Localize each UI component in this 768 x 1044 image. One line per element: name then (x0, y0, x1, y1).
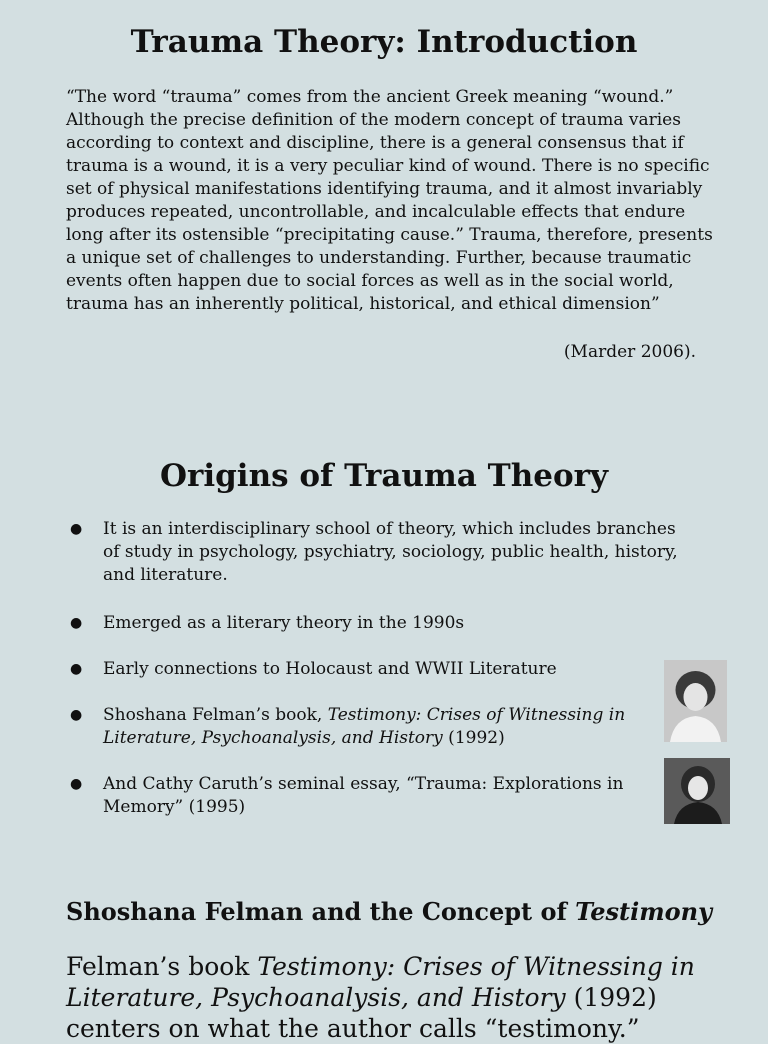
page-title: Trauma Theory: Introduction (130, 24, 638, 60)
bullet-icon: ● (70, 707, 83, 723)
section-title-felman-italic: Testimony (575, 897, 713, 926)
bullet-text: And Cathy Caruth’s seminal essay, “Trauma: Explorations in Memory” (1995) (103, 774, 624, 817)
caruth-portrait-image (664, 758, 730, 824)
bullet-icon: ● (70, 615, 83, 631)
bullet-icon: ● (70, 661, 83, 677)
section-title-felman-prefix: Shoshana Felman and the Concept of (66, 897, 576, 926)
bullet-text: Emerged as a literary theory in the 1990s (103, 613, 465, 633)
intro-quote: “The word “trauma” comes from the ancient Greek meaning “wound.” Although the precise definition of the modern concept of trauma varies according to context and discipline, there is a general consensus that if trauma is a wound, it is a very peculiar kind of wound. There is no specific set of physical manifestations identifying trauma, and it almost invariably produces repeated, uncontrollable, and incalculable effects that endure long after its ostensible “precipitating cause.” Trauma, therefore, presents a unique set of challenges to understanding. Further, because traumatic events often happen due to social forces as well as in the social world, trauma has an inherently political, historical, and ethical dimension” (66, 87, 713, 314)
felman-portrait-image (664, 660, 727, 742)
section-title-origins: Origins of Trauma Theory (160, 458, 608, 494)
bullet-text-prefix: Shoshana Felman’s book, (103, 705, 328, 725)
felman-book-title: Testimony: Crises of Witnessing in Literature, Psychoanalysis, and History (66, 952, 695, 1012)
bullet-text: It is an interdisciplinary school of theory, which includes branches of study in psychology, psychiatry, sociology, public health, history, and literature. (103, 519, 678, 585)
felman-paragraph-suffix: (1992) centers on what the author calls “testimony.” (66, 983, 657, 1043)
bullet-text-suffix: (1992) (442, 728, 505, 748)
book-title: Testimony: Crises of Witnessing in Literature, Psychoanalysis, and History (103, 705, 626, 748)
section-title-felman (66, 897, 712, 927)
bullet-text: Early connections to Holocaust and WWII Literature (103, 659, 557, 679)
bullet-icon: ● (70, 776, 83, 792)
felman-paragraph-prefix: Felman’s book (66, 952, 258, 981)
quote-citation: (Marder 2006). (563, 342, 696, 362)
felman-paragraph (66, 951, 716, 1044)
bullet-icon: ● (70, 521, 83, 537)
bullet-text (103, 704, 633, 750)
